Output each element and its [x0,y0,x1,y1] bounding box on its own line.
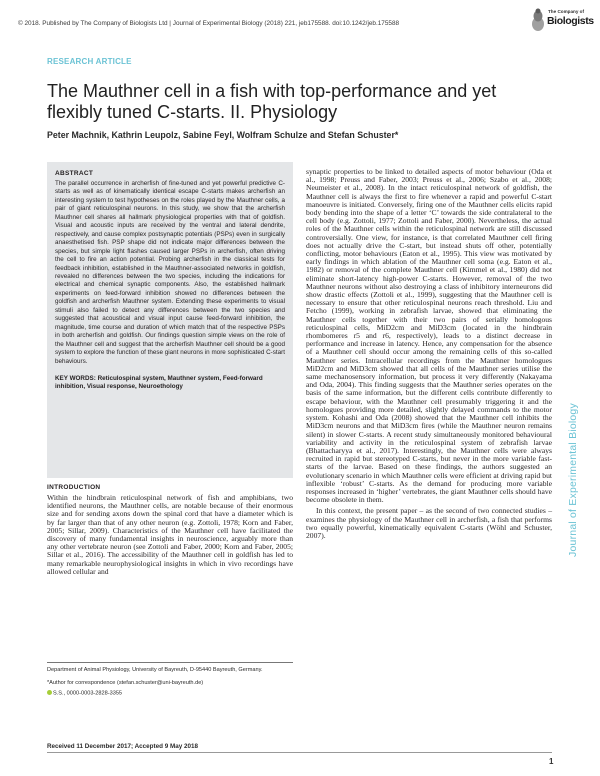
cob-emblem-icon [530,8,546,32]
logo-tagline: The Company of [548,9,584,14]
introduction-heading: INTRODUCTION [47,484,101,491]
author-list: Peter Machnik, Kathrin Leupolz, Sabine Feyl, Wolfram Schulze and Stefan Schuster* [47,130,399,140]
affiliation-note: Department of Animal Physiology, University of Bayreuth, D-95440 Bayreuth, Germany. [47,667,263,673]
keywords: KEY WORDS: Reticulospinal system, Mauthner system, Feed-forward inhibition, Visual response, Neuroethology [55,374,263,391]
publisher-logo[interactable] [530,6,594,36]
abstract-text: The parallel occurrence in archerfish of fine-tuned and yet powerful predictive C-starts as well as of kinematically identical escape C-starts makes archerfish an interesting system to test hypotheses on the roles played by the Mauthner cells, a pair of giant reticulospinal neurons. In this study, we show that the archerfish Mauthner cell shares all hallmark physiological properties with that of goldfish. Visual and acoustic inputs are received by the ventral and lateral dendrite, respectively, and cause complex postsynaptic potentials (PSPs) even in surgically anaesthetised fish. PSP shape did not indicate major differences between the species, but simple light flashes caused larger PSPs in archerfish, often driving the cell to fire an action potential. Probing archerfish in the classical tests for feedback inhibition, established in the Mauthner-associated networks in goldfish, revealed no differences between the two species, including the indications for electrical and chemical synaptic components. Also, the established hallmark experiments on feed-forward inhibition showed no differences between the goldfish and archerfish Mauthner system. Extending these experiments to visual stimuli also failed to detect any differences between the two species and suggested that acoustical and visual input cause feed-forward inhibition, the magnitude, time course and duration of which match that of the respective PSPs in both archerfish and goldfish. Our findings question simple views on the role of the Mauthner cell and suggest that the archerfish Mauthner cell should be a good system to explore the function of these giant neurons in more sophisticated C-start behaviours. [55,180,285,365]
journal-citation: © 2018. Published by The Company of Biologists Ltd | Journal of Experimental Biology (2018) 221, jeb175588. doi:10.1242/jeb.175588 [18,20,400,27]
introduction-text: Within the hindbrain reticulospinal network of fish and amphibians, two identified neurons, the Mauthner cells, are notable because of their enormous size and for sending axons down the spinal cord that have a diameter which is by far larger than that of any other neuron (e.g. Zottoli, 1978; Korn and Faber, 2005; Sillar, 2009). Characteristics of the Mauthner cell have facilitated the discovery of many fundamental insights in neuroscience, arguably more than any other vertebrate neuron (see Zottoli and Faber, 2000; Korn and Faber, 2005; Sillar et al., 2016). The accessibility of the Mauthner cell in goldfish has led to many remarkable neurophysiological insights in which in vivo recordings have allowed cellular and [47,493,293,576]
orcid-id: S.S., 0000-0003-2828-3355 [53,690,123,697]
article-type-label: RESEARCH ARTICLE [47,57,132,66]
orcid-icon [47,690,52,695]
orcid-line[interactable] [47,690,297,698]
journal-side-banner [560,240,585,720]
received-accepted-dates: Received 11 December 2017; Accepted 9 May 2018 [47,743,198,750]
abstract-box [47,162,293,478]
page-bottom-divider [47,752,552,753]
footnote-divider [47,662,293,663]
body-paragraph-2: In this context, the present paper – as the second of two connected studies – examines the physiology of the Mauthner cell in archerfish, a fish that performs two equally powerful, kinematically equivalent C-starts (Wöhl and Schuster, 2007). [306,506,552,540]
article-title: The Mauthner cell in a fish with top-performance and yet flexibly tuned C-starts. II. Physiology [47,81,497,122]
footnotes [47,667,297,698]
page-number: 1 [549,757,554,766]
correspondence-note[interactable]: *Author for correspondence (stefan.schuster@uni-bayreuth.de) [47,679,204,686]
logo-wordmark: Biologists [547,15,594,27]
body-paragraph-1: synaptic properties to be linked to detailed aspects of motor behaviour (Oda et al., 1998; Preuss and Faber, 2003; Preuss et al., 2006; Szabo et al., 2008; Neumeister et al., 2008). In the intact reticulospinal network of goldfish, the Mauthner cell is always the first to fire whenever a rapid and powerful C-start manoeuvre is initiated. Conversely, firing one of the Mauthner cells elicits rapid body bending into the shape of a letter ‘C’ towards the side contralateral to the cell body (e.g. Zottoli, 1977; Zottoli and Faber, 2000). Nevertheless, the actual roles of the Mauthner cells within the reticulospinal network are still discussed controversially. One view, for instance, is that correlated Mauthner cell firing does not actually drive the C-start, but instead shuts off other, potentially conflicting, motor behaviours (Eaton et al., 1995). This view was motivated by early findings in which ablation of the Mauthner cell soma (e.g. Eaton et al., 1982) or removal of the complete Mauthner cell (Kimmel et al., 1980) did not eliminate short-latency high-power C-starts. However, removal of the two Mauthner neurons without also destroying a class of inhibitory interneurons did show drastic effects (Zottoli et al., 1999), suggesting that the Mauthner cell is necessary to ensure that other reticulospinal neurons reach threshold. Liu and Fetcho (1999), working in zebrafish larvae, showed that eliminating the Mauthner cells together with their two pairs of serially homologous reticulospinal cells, MiD2cm and MiD3cm (located in the hindbrain rhombomeres r5 and r6, respectively), leads to a distinct decrease in performance and increase in latency. Hence, any compensation for the absence of a Mauthner cell should occur among the remaining cells of this so-called Mauthner series. Intracellular recordings from the Mauthner homologues MiD2cm and MiD3cm showed that all cells of the Mauthner series utilise the same mechanosensory information, but process it very differently (Nakayama and Oda, 2004). This finding suggests that the Mauthner series operates on the basis of the same information, but the different cells contribute differently to escape behaviour, with the Mauthner cell presumably triggering it and the homologues providing more detailed, slightly delayed commands to the motor system. Kohashi and Oda (2008) showed that the Mauthner cell inhibits the MiD3cm neurons and that MiD3cm fires (while the Mauthner neuron remains silent) in slower C-starts. A recent study simultaneously monitored behavioural variability and activity in the reticulospinal system of zebrafish larvae (Bhattacharyya et al., 2017). Interestingly, the Mauthner cells were always recruited in rapid but stereotyped C-starts, but never in the more variable fast-starts of the larvae. Based on these findings, the authors suggested an evolutionary scenario in which Mauthner cells were efficient at driving rapid but inflexible ‘robust’ C-starts. As the demand for producing more variable responses increased in ‘higher’ vertebrates, the giant Mauthner cells should have become obsolete in them. [306,167,552,505]
abstract-heading: ABSTRACT [55,170,94,177]
right-column [306,168,552,540]
side-banner-text: Journal of Experimental Biology [566,403,579,557]
